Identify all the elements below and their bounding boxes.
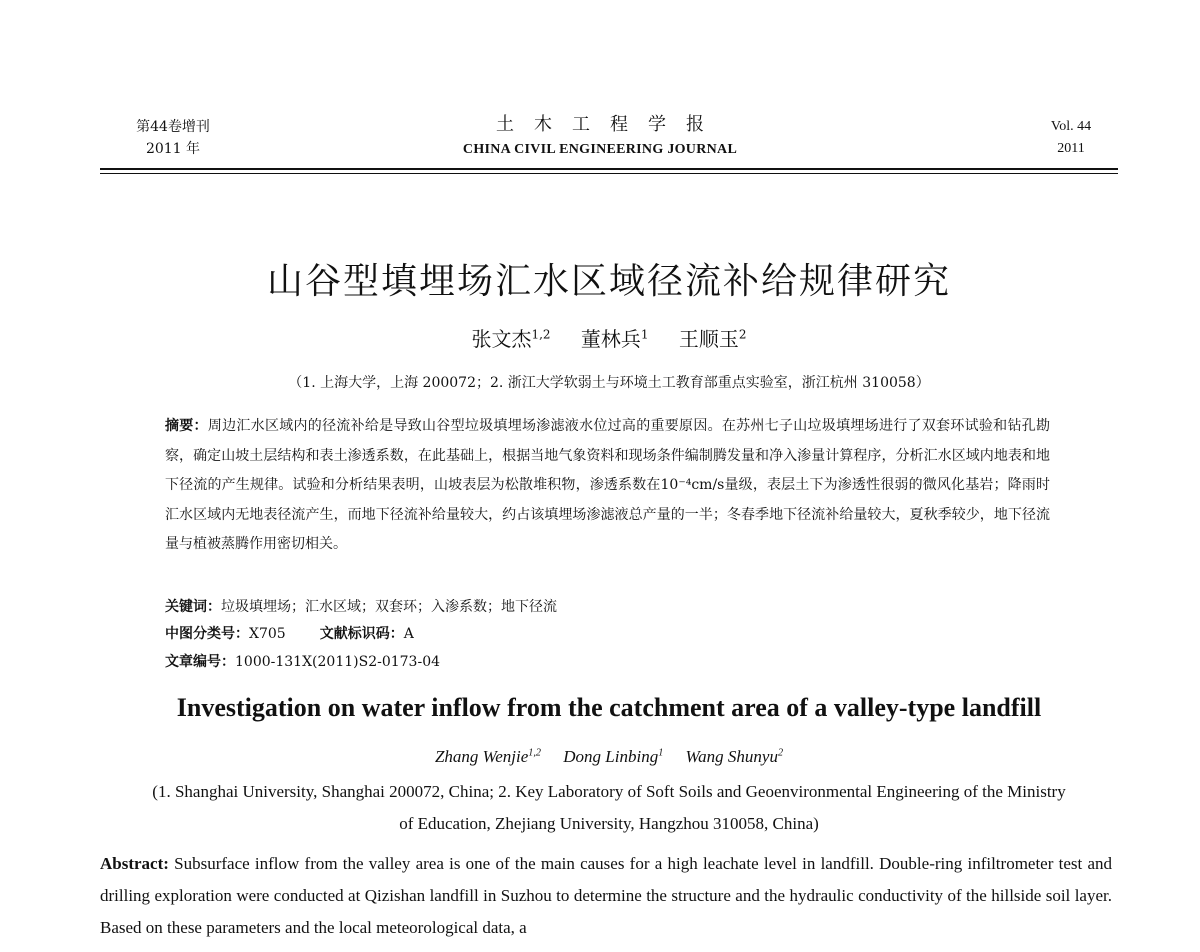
doc-code-value: A [403, 626, 414, 642]
abstract-en [100, 848, 1112, 944]
journal-name-block [390, 113, 810, 161]
paper-title-cn: 山谷型填埋场汇水区域径流补给规律研究 [266, 261, 951, 302]
header-volume-block [118, 116, 228, 160]
author-en: Wang Shunyu$^2$ [685, 747, 784, 766]
abstract-cn [165, 412, 1050, 560]
keywords-cn [165, 596, 557, 618]
author-cn: 王顺玉$^2$ [678, 327, 747, 351]
article-number-line [165, 651, 440, 673]
affiliations-cn: （1. 上海大学，上海 200072；2. 浙江大学软弱土与环境土工教育部重点实验室，浙江杭州 310058） [288, 375, 930, 391]
article-no-label: 文章编号： [165, 654, 235, 670]
article-no-value: 1000-131X(2011)S2-0173-04 [235, 654, 441, 670]
keywords-label: 关键词： [165, 599, 221, 615]
year-cn: 2011 年 [145, 141, 201, 157]
abstract-label-cn: 摘要： [165, 418, 208, 434]
abstract-text-cn: 周边汇水区域内的径流补给是导致山谷型垃圾填埋场渗滤液水位过高的重要原因。在苏州七子山垃圾填埋场进行了双套环试验和钻孔勘察，确定山坡土层结构和表土渗透系数，在此基础上，根据当地气象资料和现场条件编制腾发量和净入渗量计算程序，分析汇水区域内地表和地下径流的产生规律。试验和分析结果表明，山坡表层为松散堆积物，渗透系数在10⁻⁴cm/s量级，表层土下为渗透性很弱的微风化基岩；降雨时汇水区域内无地表径流产生，而地下径流补给量较大，约占该填埋场渗滤液总产量的一半；冬春季地下径流补给量较大，夏秋季较少，地下径流量与植被蒸腾作用密切相关。 [165, 418, 1051, 552]
affiliations-en: (1. Shanghai University, Shanghai 200072, China; 2. Key Laboratory of Soft Soils and Geoenvironmental Engineering of the Ministry of Education, Zhejiang University, Hangzhou 310058, China) [152, 782, 1066, 833]
authors-en [100, 744, 1118, 770]
author-en: Zhang Wenjie$^{1,2}$ [434, 747, 542, 766]
abstract-label-en: Abstract: [100, 854, 169, 873]
journal-name-cn: 土木工程学报 [496, 114, 724, 135]
authors-cn [100, 324, 1118, 354]
clc-label: 中图分类号： [165, 626, 249, 642]
volume-en: Vol. 44 [1050, 119, 1092, 134]
doc-code-label: 文献标识码： [319, 626, 404, 642]
header-volume-en-block [1040, 116, 1102, 160]
journal-name-en: CHINA CIVIL ENGINEERING JOURNAL [462, 142, 738, 157]
clc-value: X705 [249, 626, 286, 642]
author-en: Dong Linbing$^1$ [563, 747, 664, 766]
abstract-text-en: Subsurface inflow from the valley area is one of the main causes for a high leachate level in landfill. Double-ring infiltrometer test and drilling exploration were conducted at Qizishan landfill in Suzhou to determine the structure and the hydraulic conductivity of the hillside soil layer. Based on these parameters and the local meteorological data, a [100, 854, 1113, 937]
author-cn: 董林兵$^1$ [580, 327, 649, 351]
volume-cn: 第44卷增刊 [136, 119, 210, 135]
paper-title-en: Investigation on water inflow from the catchment area of a valley-type landfill [176, 693, 1042, 722]
classification-line [165, 623, 414, 645]
header-rule-thick [100, 168, 1118, 170]
keywords-text: 垃圾填埋场；汇水区域；双套环；入渗系数；地下径流 [221, 599, 557, 615]
header-rule-thin [100, 173, 1118, 174]
year-en: 2011 [1057, 141, 1085, 156]
author-cn: 张文杰$^{1,2}$ [471, 327, 551, 351]
